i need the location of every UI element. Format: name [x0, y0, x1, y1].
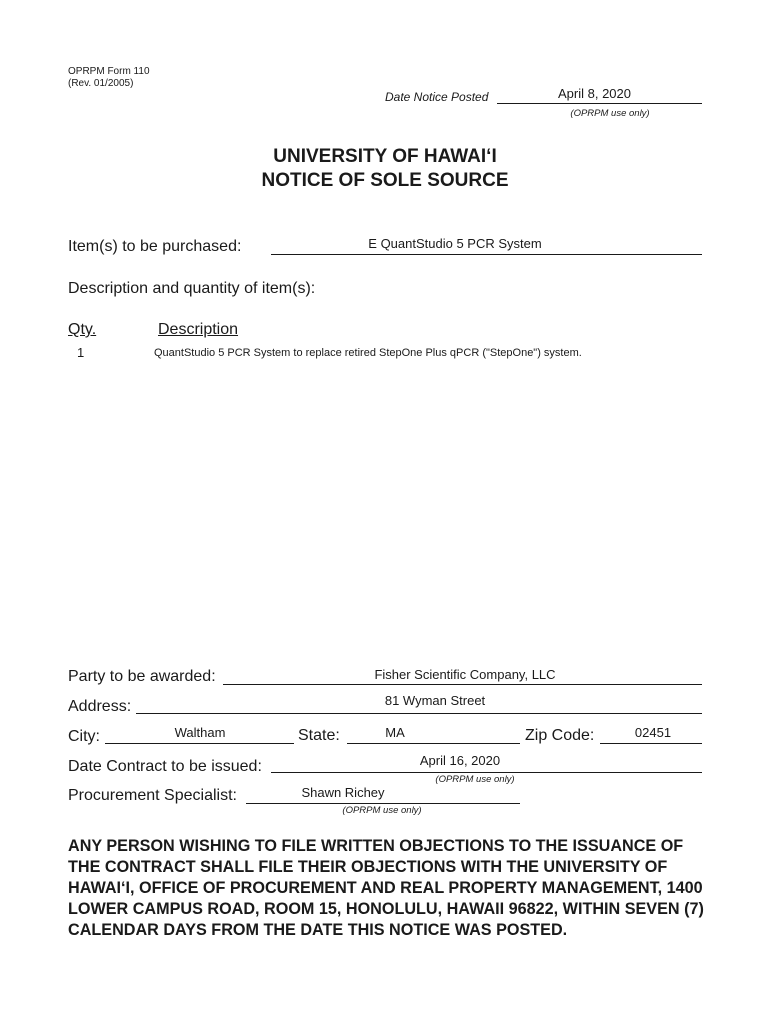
row-description: QuantStudio 5 PCR System to replace retired StepOne Plus qPCR ("StepOne") system.	[154, 347, 582, 359]
specialist-value[interactable]: Shawn Richey	[301, 785, 385, 800]
contract-date-line	[271, 772, 702, 773]
date-posted-note: (OPRPM use only)	[570, 108, 650, 119]
item-value[interactable]: E QuantStudio 5 PCR System	[368, 236, 542, 251]
city-line	[105, 743, 294, 744]
item-label: Item(s) to be purchased:	[68, 238, 242, 255]
date-posted-label: Date Notice Posted	[385, 90, 489, 104]
title-university: UNIVERSITY OF HAWAI‘I	[273, 146, 497, 167]
form-revision: (Rev. 01/2005)	[68, 78, 134, 89]
state-label: State:	[298, 727, 340, 744]
city-value[interactable]: Waltham	[174, 725, 226, 740]
party-value[interactable]: Fisher Scientific Company, LLC	[374, 667, 556, 682]
state-line	[347, 743, 520, 744]
state-value[interactable]: MA	[385, 725, 405, 740]
row-qty: 1	[77, 345, 85, 360]
party-line	[223, 684, 702, 685]
zip-label: Zip Code:	[525, 727, 595, 744]
address-label: Address:	[68, 698, 132, 715]
specialist-line	[246, 803, 520, 804]
contract-date-label: Date Contract to be issued:	[68, 758, 262, 775]
contract-date-value[interactable]: April 16, 2020	[419, 753, 501, 768]
party-label: Party to be awarded:	[68, 668, 216, 685]
zip-line	[600, 743, 702, 744]
specialist-label: Procurement Specialist:	[68, 787, 237, 804]
city-label: City:	[68, 728, 100, 745]
zip-value[interactable]: 02451	[634, 725, 672, 740]
specialist-note: (OPRPM use only)	[342, 805, 422, 816]
qty-header: Qty.	[68, 321, 97, 338]
item-line	[271, 254, 702, 255]
date-posted-line	[497, 103, 702, 104]
form-number: OPRPM Form 110	[68, 66, 150, 77]
objection-notice: ANY PERSON WISHING TO FILE WRITTEN OBJECTIONS TO THE ISSUANCE OF THE CONTRACT SHALL FILE THEIR OBJECTIONS WITH THE UNIVERSITY OF HAWAI‘I, OFFICE OF PROCUREMENT AND REAL PROPERTY MANAGEMENT, 1400 LOWER CAMPUS ROAD, ROOM 15, HONOLULU, HAWAII 96822, WITHIN SEVEN (7) CALENDAR DAYS FROM THE DATE THIS NOTICE WAS POSTED.	[68, 837, 704, 939]
description-header: Description	[158, 321, 239, 338]
date-posted-value[interactable]: April 8, 2020	[558, 86, 631, 101]
address-line	[136, 713, 702, 714]
contract-date-note: (OPRPM use only)	[435, 774, 515, 785]
description-heading: Description and quantity of item(s):	[68, 280, 316, 297]
title-notice: NOTICE OF SOLE SOURCE	[261, 170, 509, 191]
address-value[interactable]: 81 Wyman Street	[384, 693, 486, 708]
